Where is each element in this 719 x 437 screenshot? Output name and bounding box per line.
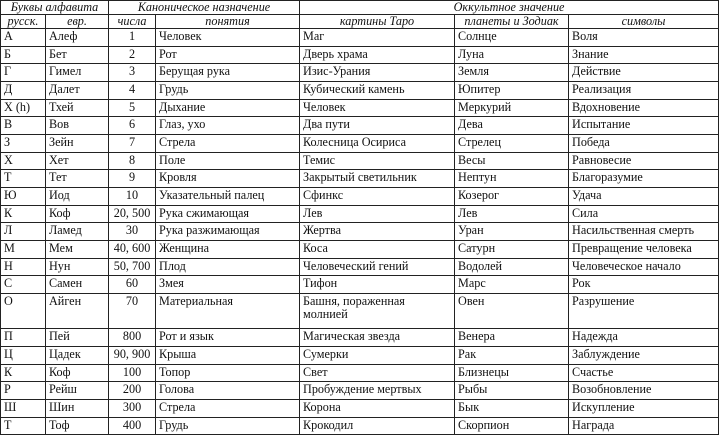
cell-tarot: Два пути <box>300 117 455 135</box>
cell-rus: Д <box>1 81 46 99</box>
header-column-row <box>1 14 719 28</box>
cell-planet: Близнецы <box>455 364 569 382</box>
cell-rus: О <box>1 294 46 329</box>
cell-tarot: Жертва <box>300 223 455 241</box>
cell-concept: Материальная <box>156 294 300 329</box>
header-rus: русск. <box>1 14 46 28</box>
cell-concept: Женщина <box>156 241 300 259</box>
cell-concept: Рот <box>156 46 300 64</box>
cell-concept: Стрела <box>156 134 300 152</box>
table-row <box>1 241 719 259</box>
cell-heb: Мем <box>46 241 109 259</box>
cell-tarot: Закрытый светильник <box>300 170 455 188</box>
cell-tarot: Башня, пораженная молнией <box>300 294 455 329</box>
table-row <box>1 276 719 294</box>
table-row <box>1 294 719 329</box>
cell-symbol: Сила <box>569 205 719 223</box>
cell-planet: Нептун <box>455 170 569 188</box>
cell-num: 400 <box>109 417 156 435</box>
cell-concept: Грудь <box>156 81 300 99</box>
cell-symbol: Удача <box>569 188 719 206</box>
cell-rus: Ш <box>1 399 46 417</box>
table-row <box>1 81 719 99</box>
cell-rus: Т <box>1 417 46 435</box>
cell-rus: В <box>1 117 46 135</box>
cell-concept: Глаз, ухо <box>156 117 300 135</box>
cell-planet: Бык <box>455 399 569 417</box>
cell-planet: Юпитер <box>455 81 569 99</box>
cell-heb: Нун <box>46 258 109 276</box>
cell-num: 300 <box>109 399 156 417</box>
cell-num: 800 <box>109 329 156 347</box>
header-symbol: символы <box>569 14 719 28</box>
table-row <box>1 117 719 135</box>
cell-planet: Водолей <box>455 258 569 276</box>
cell-heb: Бет <box>46 46 109 64</box>
cell-concept: Грудь <box>156 417 300 435</box>
cell-tarot: Тифон <box>300 276 455 294</box>
cell-num: 70 <box>109 294 156 329</box>
cell-rus: Н <box>1 258 46 276</box>
cell-tarot: Крокодил <box>300 417 455 435</box>
cell-tarot: Кубический камень <box>300 81 455 99</box>
cell-num: 60 <box>109 276 156 294</box>
cell-num: 20, 500 <box>109 205 156 223</box>
cell-heb: Хет <box>46 152 109 170</box>
table-row <box>1 205 719 223</box>
cell-rus: Х <box>1 152 46 170</box>
cell-heb: Самен <box>46 276 109 294</box>
table-row <box>1 258 719 276</box>
table-row <box>1 417 719 435</box>
header-letters: Буквы алфавита <box>1 1 109 15</box>
cell-planet: Рыбы <box>455 382 569 400</box>
cell-tarot: Свет <box>300 364 455 382</box>
cell-concept: Змея <box>156 276 300 294</box>
cell-rus: А <box>1 28 46 46</box>
cell-concept: Кровля <box>156 170 300 188</box>
cell-planet: Весы <box>455 152 569 170</box>
cell-concept: Стрела <box>156 399 300 417</box>
cell-planet: Солнце <box>455 28 569 46</box>
cell-num: 30 <box>109 223 156 241</box>
cell-heb: Айген <box>46 294 109 329</box>
cell-heb: Алеф <box>46 28 109 46</box>
cell-symbol: Человеческое начало <box>569 258 719 276</box>
cell-rus: Б <box>1 46 46 64</box>
cell-heb: Гимел <box>46 64 109 82</box>
cell-num: 8 <box>109 152 156 170</box>
header-heb: евр. <box>46 14 109 28</box>
cell-rus: Ю <box>1 188 46 206</box>
cell-symbol: Равновесие <box>569 152 719 170</box>
cell-tarot: Изис-Урания <box>300 64 455 82</box>
cell-heb: Ламед <box>46 223 109 241</box>
table-row <box>1 188 719 206</box>
cell-tarot: Пробуждение мертвых <box>300 382 455 400</box>
cell-rus: М <box>1 241 46 259</box>
cell-planet: Лев <box>455 205 569 223</box>
table-row <box>1 46 719 64</box>
header-planet: планеты и Зодиак <box>455 14 569 28</box>
cell-planet: Луна <box>455 46 569 64</box>
cell-symbol: Надежда <box>569 329 719 347</box>
cell-tarot: Маг <box>300 28 455 46</box>
cell-symbol: Насильственная смерть <box>569 223 719 241</box>
cell-rus: Х (h) <box>1 99 46 117</box>
cell-tarot: Корона <box>300 399 455 417</box>
cell-symbol: Реализация <box>569 81 719 99</box>
cell-num: 7 <box>109 134 156 152</box>
table-body <box>1 28 719 434</box>
table-row <box>1 99 719 117</box>
cell-concept: Плод <box>156 258 300 276</box>
cell-rus: Ц <box>1 346 46 364</box>
table-row <box>1 382 719 400</box>
cell-concept: Рука сжимающая <box>156 205 300 223</box>
cell-planet: Рак <box>455 346 569 364</box>
cell-concept: Голова <box>156 382 300 400</box>
header-canonical: Каноническое назначение <box>109 1 300 15</box>
cell-symbol: Счастье <box>569 364 719 382</box>
cell-symbol: Знание <box>569 46 719 64</box>
cell-heb: Коф <box>46 364 109 382</box>
table-row <box>1 152 719 170</box>
table-row <box>1 28 719 46</box>
cell-symbol: Возобновление <box>569 382 719 400</box>
cell-heb: Пей <box>46 329 109 347</box>
cell-concept: Рот и язык <box>156 329 300 347</box>
cell-concept: Берущая рука <box>156 64 300 82</box>
cell-heb: Тет <box>46 170 109 188</box>
cell-tarot: Коса <box>300 241 455 259</box>
cell-rus: Г <box>1 64 46 82</box>
cell-num: 1 <box>109 28 156 46</box>
table-row <box>1 364 719 382</box>
cell-symbol: Награда <box>569 417 719 435</box>
cell-symbol: Действие <box>569 64 719 82</box>
cell-heb: Цадек <box>46 346 109 364</box>
cell-num: 40, 600 <box>109 241 156 259</box>
cell-planet: Овен <box>455 294 569 329</box>
cell-tarot: Темис <box>300 152 455 170</box>
cell-heb: Шин <box>46 399 109 417</box>
cell-symbol: Испытание <box>569 117 719 135</box>
cell-concept: Поле <box>156 152 300 170</box>
cell-concept: Указательный палец <box>156 188 300 206</box>
cell-concept: Человек <box>156 28 300 46</box>
cell-planet: Дева <box>455 117 569 135</box>
cell-num: 4 <box>109 81 156 99</box>
cell-symbol: Разрушение <box>569 294 719 329</box>
cell-symbol: Победа <box>569 134 719 152</box>
cell-planet: Уран <box>455 223 569 241</box>
cell-rus: К <box>1 205 46 223</box>
cell-heb: Зейн <box>46 134 109 152</box>
cell-rus: П <box>1 329 46 347</box>
cell-num: 90, 900 <box>109 346 156 364</box>
cell-symbol: Благоразумие <box>569 170 719 188</box>
cell-num: 2 <box>109 46 156 64</box>
cell-concept: Крыша <box>156 346 300 364</box>
cell-planet: Сатурн <box>455 241 569 259</box>
cell-symbol: Заблуждение <box>569 346 719 364</box>
cell-tarot: Лев <box>300 205 455 223</box>
table-row <box>1 399 719 417</box>
cell-planet: Стрелец <box>455 134 569 152</box>
cell-num: 10 <box>109 188 156 206</box>
header-tarot: картины Таро <box>300 14 455 28</box>
cell-rus: Л <box>1 223 46 241</box>
cell-planet: Земля <box>455 64 569 82</box>
cell-tarot: Сфинкс <box>300 188 455 206</box>
cell-planet: Венера <box>455 329 569 347</box>
cell-tarot: Человеческий гений <box>300 258 455 276</box>
cell-planet: Марс <box>455 276 569 294</box>
cell-planet: Меркурий <box>455 99 569 117</box>
cell-symbol: Воля <box>569 28 719 46</box>
table-row <box>1 346 719 364</box>
cell-num: 200 <box>109 382 156 400</box>
cell-num: 5 <box>109 99 156 117</box>
cell-tarot: Дверь храма <box>300 46 455 64</box>
cell-num: 9 <box>109 170 156 188</box>
cell-num: 6 <box>109 117 156 135</box>
table-row <box>1 64 719 82</box>
cell-symbol: Искупление <box>569 399 719 417</box>
header-concept: понятия <box>156 14 300 28</box>
cell-concept: Топор <box>156 364 300 382</box>
cell-heb: Тоф <box>46 417 109 435</box>
cell-heb: Тхей <box>46 99 109 117</box>
cell-heb: Рейш <box>46 382 109 400</box>
cell-num: 50, 700 <box>109 258 156 276</box>
cell-tarot: Сумерки <box>300 346 455 364</box>
cell-tarot: Человек <box>300 99 455 117</box>
cell-heb: Коф <box>46 205 109 223</box>
cell-concept: Рука разжимающая <box>156 223 300 241</box>
cell-planet: Козерог <box>455 188 569 206</box>
cell-rus: Р <box>1 382 46 400</box>
cell-num: 3 <box>109 64 156 82</box>
cell-concept: Дыхание <box>156 99 300 117</box>
header-group-row <box>1 1 719 15</box>
cell-rus: З <box>1 134 46 152</box>
table-row <box>1 223 719 241</box>
cell-rus: Т <box>1 170 46 188</box>
table-row <box>1 329 719 347</box>
cell-symbol: Рок <box>569 276 719 294</box>
table-row <box>1 170 719 188</box>
cell-heb: Вов <box>46 117 109 135</box>
cell-num: 100 <box>109 364 156 382</box>
cell-planet: Скорпион <box>455 417 569 435</box>
cell-tarot: Колесница Осириса <box>300 134 455 152</box>
cell-heb: Далет <box>46 81 109 99</box>
cell-symbol: Вдохновение <box>569 99 719 117</box>
header-num: числа <box>109 14 156 28</box>
cell-rus: С <box>1 276 46 294</box>
table-row <box>1 134 719 152</box>
cell-tarot: Магическая звезда <box>300 329 455 347</box>
cell-rus: К <box>1 364 46 382</box>
header-occult: Оккультное значение <box>300 1 719 15</box>
cell-heb: Иод <box>46 188 109 206</box>
cell-symbol: Превращение человека <box>569 241 719 259</box>
